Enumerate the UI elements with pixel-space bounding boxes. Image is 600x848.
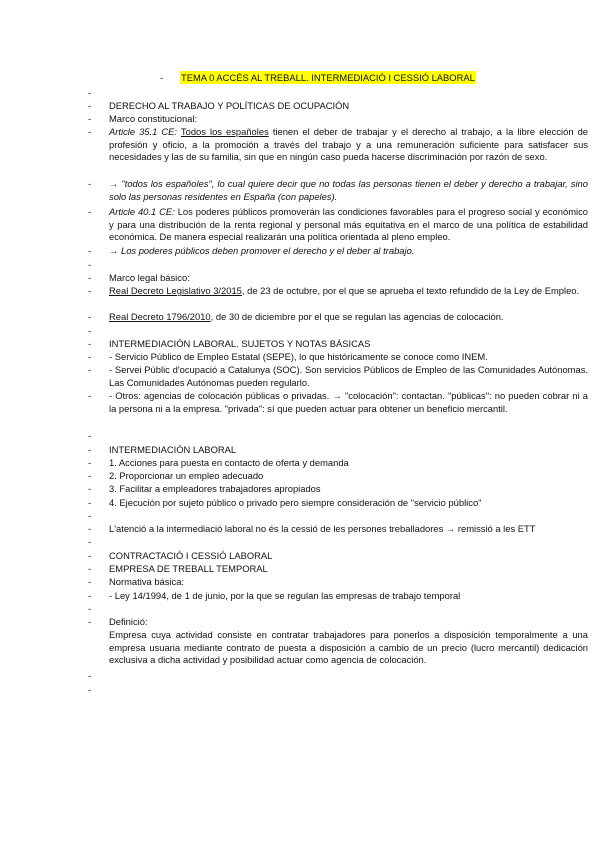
document-page: - TEMA 0 ACCÉS AL TREBALL. INTERMEDIACIÓ I CESSIÓ LABORAL - - DERECHO AL TRABAJO Y POLÍTICAS DE OCUPACIÓN - Marco constitucional: - Article 35.1 CE: Todos los españoles tienen el deber de trabajar y el derecho al trabajo, a la libre elección de profesión y oficio, a la promoción a través del trabajo y a una remuneración suficiente para satisfacer sus necesidades y las de su familia, sin que en ningún caso pueda hacerse discriminación por razón de sexo. - → "todos los españoles", lo cual quiere decir que no todas las personas tienen el deber y derecho a trabajar, sino solo las personas residentes en España (con papeles). - Article 40.1 CE: Los poderes públicos promoverán las condiciones favorables para el progreso social y económico y para una distribución de la renta regional y personal más equitativa en el marco de una política de estabilidad económica. De manera especial realizarán una política orientada al pleno empleo. - → Los poderes públicos deben promover el derecho y el deber al trabajo. - - Marco legal básico: - Real Decreto Legislativo 3/2015, de 23 de octubre, por el que se aprueba el texto refundido de la Ley de Empleo. - Real Decreto 1796/2010, de 30 de diciembre por el que se regulan las agencias de colocación. - - INTERMEDIACIÓN LABORAL. SUJETOS Y NOTAS BÁSICAS - - Servicio Público de Empleo Estatal (SEPE), lo que históricamente se conoce como INEM. - - Servei Públic d'ocupació a Catalunya (SOC). Son servicios Públicos de Empleo de las Comunidades Autónomas. Las Comunidades Autónomas pueden regularlo. - - Otros: agencias de colocación públicas o privadas. → "colocación": contactan. "públicas": no pueden cobrar ni a la persona ni a la empresa. "privada": sí que pueden actuar para obtener un beneficio mercantil. - - INTERMEDIACIÓN LABORAL - 1. Acciones para puesta en contacto de oferta y demanda - 2. Proporcionar un empleo adecuado - 3. Facilitar a empleadores trabajadores apropiados - 4. Ejecución por sujeto público o privado pero siempre consideración de "servicio público" - - L'atenció a la intermediació laboral no és la cessió de les persones treballadores → remissió a les ETT - - CONTRACTACIÓ I CESSIÓ LABORAL - EMPRESA DE TREBALL TEMPORAL - Normativa básica: - - Ley 14/1994, de 1 de junio, por la que se regulan las empresas de trabajo temporal - - Definició: Empresa cuya actividad consiste en contratar trabajadores para ponerlos a disposición temporalmente a una empresa usuaria mediante contrato de puesta a disposición a cambio de un precio (lucro mercantil) dedicación exclusiva a dicha actividad y posibilidad actuar como agencia de colocación. - - (88, 72, 589, 695)
rd-link[interactable]: Real Decreto 1796/2010 (109, 311, 211, 322)
article-35-label: Article 35.1 CE: (109, 126, 178, 137)
document-title (160, 72, 476, 83)
todos-link[interactable]: Todos los españoles (180, 126, 269, 137)
article-40-label: Article 40.1 CE: (109, 206, 175, 217)
rdl-link[interactable]: Real Decreto Legislativo 3/2015 (109, 285, 242, 296)
title-bullet: - (160, 72, 164, 83)
title-text: TEMA 0 ACCÉS AL TREBALL. INTERMEDIACIÓ I CESSIÓ LABORAL (181, 72, 475, 83)
